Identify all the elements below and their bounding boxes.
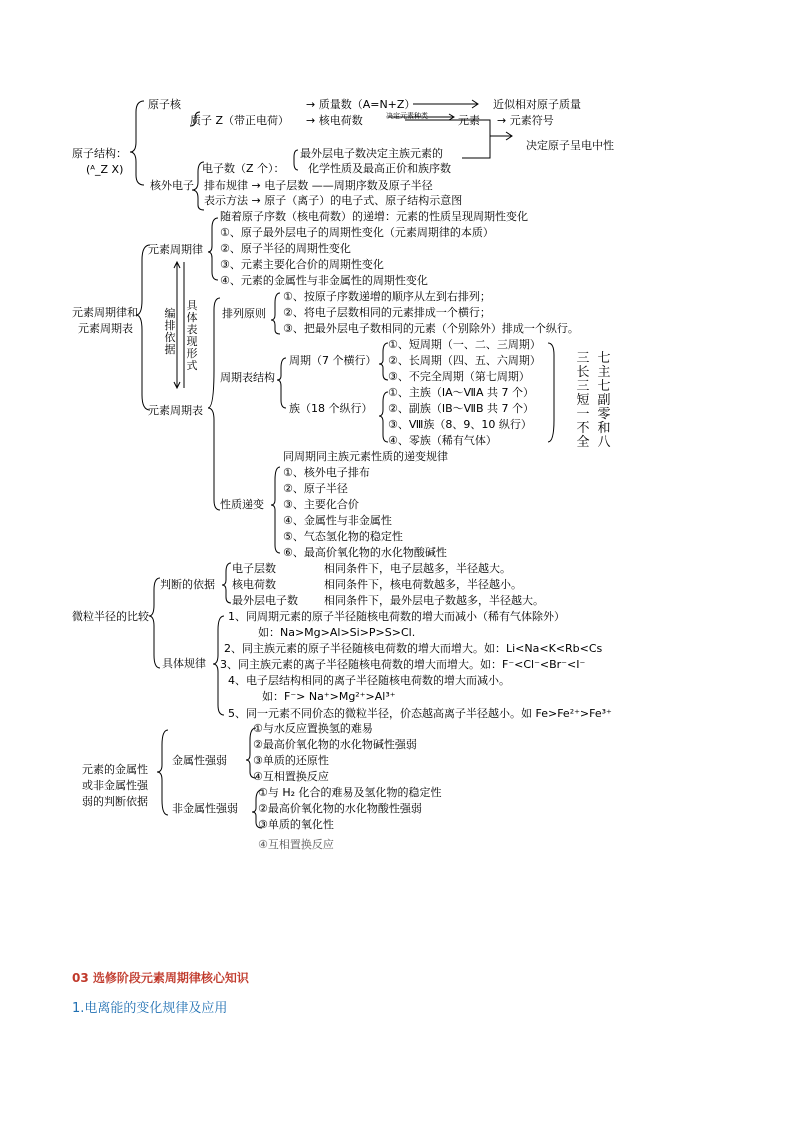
period-item-1: ①、短周期（一、二、三周期） <box>388 338 541 351</box>
basis-val-3: 相同条件下，最外层电子数越多，半径越大。 <box>324 594 544 607</box>
property-item-6: ⑥、最高价氧化物的水化物酸碱性 <box>283 546 447 559</box>
basis-val-2: 相同条件下，核电荷数越多，半径越小。 <box>324 578 522 591</box>
property-item-2: ②、原子半径 <box>283 482 348 495</box>
metal-label-2: 或非金属性强 <box>82 779 148 792</box>
period-item-2: ②、长周期（四、五、六周期） <box>388 354 541 367</box>
outer-electron-2: 化学性质及最高正价和族序数 <box>308 162 451 175</box>
nucleus-label: 原子核 <box>148 98 181 111</box>
basis-label: 编排依据 <box>164 307 176 356</box>
section-subheading: 1.电离能的变化规律及应用 <box>72 1001 228 1016</box>
rules-label: 具体规律 <box>162 657 206 670</box>
group-item-1: ①、主族（ⅠA～ⅦA 共 7 个） <box>388 386 534 399</box>
form-label: 具体表现形式 <box>186 299 198 372</box>
law-item-4: ④、元素的金属性与非金属性的周期性变化 <box>220 274 428 287</box>
element-type-note: 决定元素种类 <box>386 112 428 120</box>
metal-item-2: ②最高价氧化物的水化物碱性强弱 <box>253 738 417 751</box>
rule-1-example: 如：Na>Mg>Al>Si>P>S>Cl. <box>258 626 416 639</box>
property-label: 性质递变 <box>220 498 264 511</box>
summary-left: 三长三短一不全 <box>576 351 590 450</box>
group-item-4: ④、零族（稀有气体） <box>388 434 497 447</box>
property-item-3: ③、主要化合价 <box>283 498 359 511</box>
proton-label: 质子 Z（带正电荷） <box>190 114 290 127</box>
outer-electron-1: 最外层电子数决定主族元素的 <box>300 147 443 160</box>
nuclear-charge: → 核电荷数 <box>306 114 363 127</box>
radius-label: 微粒半径的比较 <box>72 610 149 623</box>
groups-label: 族（18 个纵行） <box>289 402 373 415</box>
group-item-3: ③、Ⅷ族（8、9、10 纵行） <box>388 418 532 431</box>
arrange-item-2: ②、将电子层数相同的元素排成一个横行； <box>283 306 491 319</box>
nonmetal-item-4: ④互相置换反应 <box>258 838 334 851</box>
law-intro: 随着原子序数（核电荷数）的递增：元素的性质呈现周期性变化 <box>220 210 528 223</box>
nonmetal-strength-label: 非金属性强弱 <box>172 802 238 815</box>
metal-label-3: 弱的判断依据 <box>82 795 148 808</box>
basis-key-1: 电子层数 <box>232 562 276 575</box>
metal-strength-label: 金属性强弱 <box>172 754 227 767</box>
atom-symbol: (ᴬ_Z X) <box>86 163 124 176</box>
law-item-2: ②、原子半径的周期性变化 <box>220 242 351 255</box>
basis-val-1: 相同条件下，电子层越多，半径越大。 <box>324 562 511 575</box>
rule-1: 1、同周期元素的原子半径随核电荷数的增大而减小（稀有气体除外） <box>228 610 565 623</box>
electrons-label: 核外电子 <box>150 179 194 192</box>
arrange-item-3: ③、把最外层电子数相同的元素（个别除外）排成一个纵行。 <box>283 322 579 335</box>
metal-label-1: 元素的金属性 <box>82 763 148 776</box>
metal-item-3: ③单质的还原性 <box>253 754 329 767</box>
rule-3: 3、同主族元素的离子半径随核电荷数的增大而增大。如：F⁻<Cl⁻<Br⁻<I⁻ <box>220 658 586 671</box>
arrangement-rule: 排布规律 → 电子层数 ——周期序数及原子半径 <box>204 179 433 192</box>
metal-item-4: ④互相置换反应 <box>253 770 329 783</box>
periodic-label-1: 元素周期律和 <box>72 306 138 319</box>
basis-key-2: 核电荷数 <box>232 578 276 591</box>
electron-count: 电子数（Z 个）： <box>202 162 285 175</box>
period-item-3: ③、不完全周期（第七周期） <box>388 370 530 383</box>
nonmetal-item-1: ①与 H₂ 化合的难易及氢化物的稳定性 <box>258 786 442 799</box>
law-item-3: ③、元素主要化合价的周期性变化 <box>220 258 384 271</box>
section-heading: 03 选修阶段元素周期律核心知识 <box>72 971 249 985</box>
summary-right: 七主七副零和八 <box>597 351 611 450</box>
mass-number: → 质量数（A=N+Z） <box>306 98 416 111</box>
periodic-label-2: 元素周期表 <box>78 322 133 335</box>
atom-structure-label: 原子结构： <box>72 147 127 160</box>
basis-key-3: 最外层电子数 <box>232 594 298 607</box>
rule-4-example: 如：F⁻> Na⁺>Mg²⁺>Al³⁺ <box>262 690 396 703</box>
law-item-1: ①、原子最外层电子的周期性变化（元素周期律的本质） <box>220 226 494 239</box>
rule-4: 4、电子层结构相同的离子半径随核电荷数的增大而减小。 <box>228 674 510 687</box>
arrange-item-1: ①、按原子序数递增的顺序从左到右排列； <box>283 290 491 303</box>
rule-5: 5、同一元素不同价态的微粒半径，价态越高离子半径越小。如 Fe>Fe²⁺>Fe³⁺ <box>228 707 612 720</box>
element-symbol: → 元素符号 <box>497 114 554 127</box>
neutral-label: 决定原子呈电中性 <box>526 139 614 152</box>
group-item-2: ②、副族（ⅠB～ⅦB 共 7 个） <box>388 402 535 415</box>
nonmetal-item-2: ②最高价氧化物的水化物酸性强弱 <box>258 802 422 815</box>
periodic-table-label: 元素周期表 <box>148 404 203 417</box>
property-intro: 同周期同主族元素性质的递变规律 <box>283 450 448 463</box>
property-item-5: ⑤、气态氢化物的稳定性 <box>283 530 403 543</box>
nonmetal-item-3: ③单质的氧化性 <box>258 818 334 831</box>
property-item-1: ①、核外电子排布 <box>283 466 370 479</box>
rule-2: 2、同主族元素的原子半径随核电荷数的增大而增大。如：Li<Na<K<Rb<Cs <box>224 642 603 655</box>
representation: 表示方法 → 原子（离子）的电子式、原子结构示意图 <box>204 194 463 207</box>
arrange-rule-label: 排列原则 <box>222 307 266 320</box>
periodic-law-label: 元素周期律 <box>148 243 203 256</box>
approx-mass: 近似相对原子质量 <box>493 98 581 111</box>
structure-label: 周期表结构 <box>220 371 275 384</box>
radius-basis-label: 判断的依据 <box>160 578 215 591</box>
property-item-4: ④、金属性与非金属性 <box>283 514 392 527</box>
periods-label: 周期（7 个横行） <box>289 354 377 367</box>
metal-item-1: ①与水反应置换氢的难易 <box>253 722 373 735</box>
element-label: 元素 <box>458 114 480 127</box>
